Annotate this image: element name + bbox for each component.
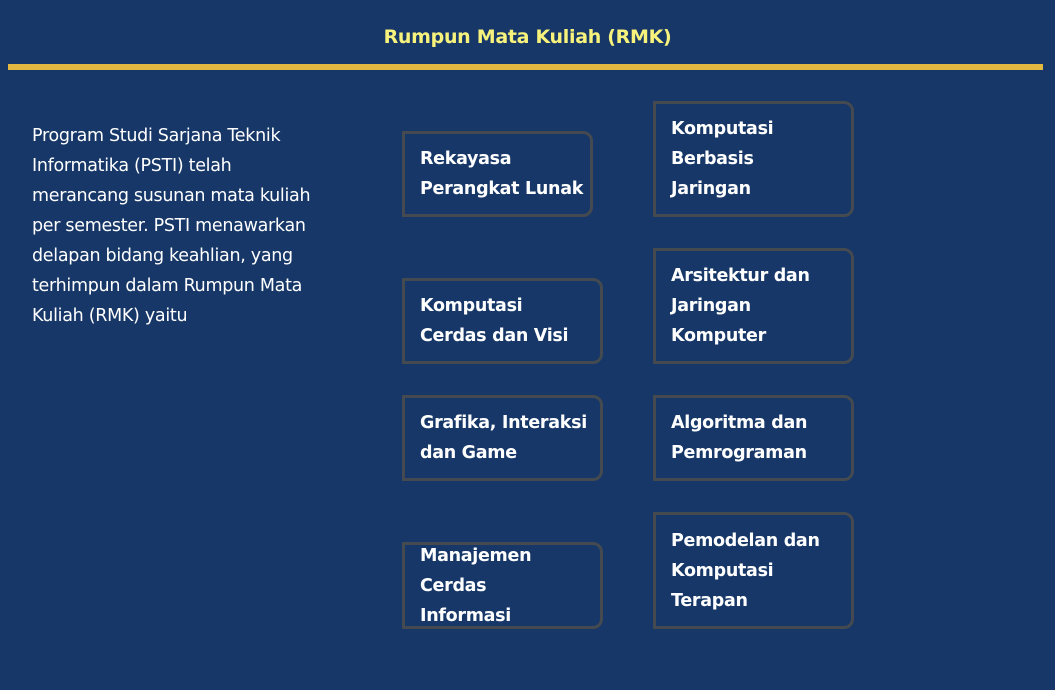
rmk-card-ajk[interactable] — [653, 248, 854, 364]
rmk-card-mci[interactable] — [402, 542, 603, 629]
rmk-card-ap[interactable] — [653, 395, 854, 481]
title-divider — [8, 64, 1043, 70]
rmk-label: Manajemen Cerdas Informasi — [420, 545, 532, 626]
rmk-label: Rekayasa Perangkat Lunak — [420, 149, 584, 199]
page-title: Rumpun Mata Kuliah (RMK) — [383, 26, 672, 48]
rmk-label: Arsitektur dan Jaringan Komputer — [671, 266, 810, 346]
rmk-label: Grafika, Interaksi dan Game — [420, 413, 587, 463]
rmk-card-gig[interactable] — [402, 395, 603, 481]
rmk-card-rpl[interactable] — [402, 131, 593, 217]
rmk-card-kbj[interactable] — [653, 101, 854, 217]
rmk-label: Komputasi Cerdas dan Visi — [420, 296, 569, 346]
rmk-label: Pemodelan dan Komputasi Terapan — [671, 530, 820, 611]
rmk-label: Komputasi Berbasis Jaringan — [671, 119, 774, 199]
rmk-card-kcv[interactable] — [402, 278, 603, 364]
intro-text: Program Studi Sarjana Teknik Informatika (PSTI) telah merancang susunan mata kuliah per semester. PSTI menawarkan delapan bidang keahlian, yang terhimpun dalam Rumpun Mata Kuliah (RMK) yaitu — [32, 126, 311, 326]
rmk-label: Algoritma dan Pemrograman — [671, 413, 808, 463]
rmk-card-pkt[interactable] — [653, 512, 854, 629]
